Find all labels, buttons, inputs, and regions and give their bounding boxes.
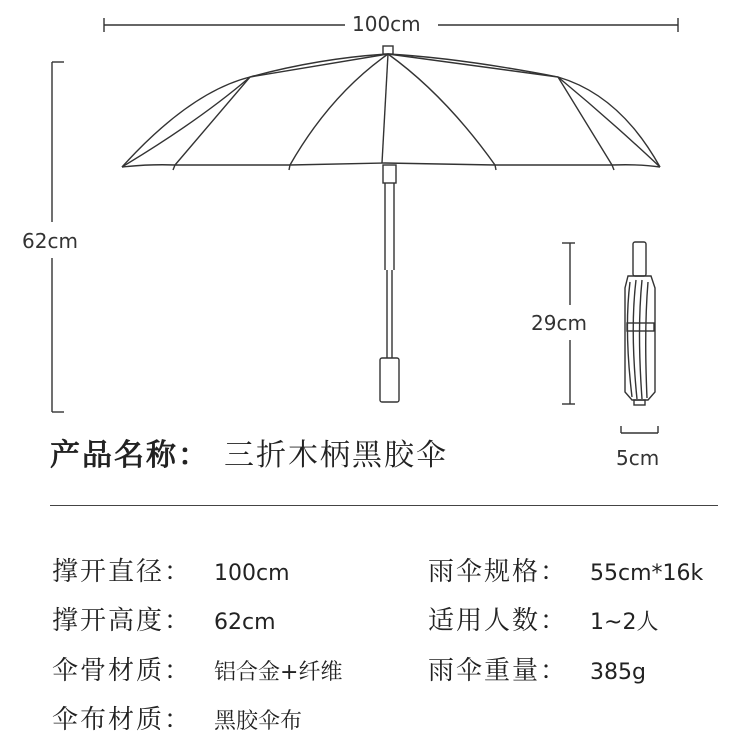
product-name-label: 产品名称： bbox=[50, 438, 210, 473]
product-name-value: 三折木柄黑胶伞 bbox=[224, 438, 448, 473]
spec-label: 雨伞规格： bbox=[428, 557, 569, 587]
folded-length-label: 29cm bbox=[531, 311, 587, 335]
spec-open-diameter bbox=[52, 551, 290, 588]
spec-capacity bbox=[428, 600, 658, 637]
spec-label: 适用人数： bbox=[428, 606, 569, 636]
spec-weight bbox=[428, 650, 646, 687]
spec-value: 385g bbox=[590, 660, 646, 685]
spec-canopy-material bbox=[52, 699, 302, 736]
folded-width-label: 5cm bbox=[616, 446, 660, 470]
spec-value: 100cm bbox=[214, 561, 290, 586]
open-width-label: 100cm bbox=[352, 12, 421, 36]
spec-open-height bbox=[52, 600, 276, 637]
spec-value: 铝合金+纤维 bbox=[214, 660, 343, 685]
spec-umbrella-size bbox=[428, 551, 703, 588]
spec-value: 黑胶伞布 bbox=[214, 709, 303, 734]
open-umbrella bbox=[122, 46, 660, 402]
folded-width-dimension-line bbox=[621, 426, 658, 433]
folded-umbrella bbox=[625, 242, 655, 405]
spec-value: 55cm*16k bbox=[590, 561, 704, 586]
spec-label: 伞骨材质： bbox=[52, 656, 193, 686]
spec-label: 撑开高度： bbox=[52, 606, 193, 636]
spec-value: 62cm bbox=[214, 610, 276, 635]
product-title bbox=[50, 430, 448, 474]
spec-value: 1~2人 bbox=[590, 610, 659, 635]
spec-label: 雨伞重量： bbox=[428, 656, 569, 686]
spec-label: 伞布材质： bbox=[52, 705, 193, 735]
divider bbox=[50, 505, 718, 506]
open-height-label: 62cm bbox=[22, 229, 78, 253]
spec-label: 撑开直径： bbox=[52, 557, 193, 587]
spec-frame-material bbox=[52, 650, 342, 687]
